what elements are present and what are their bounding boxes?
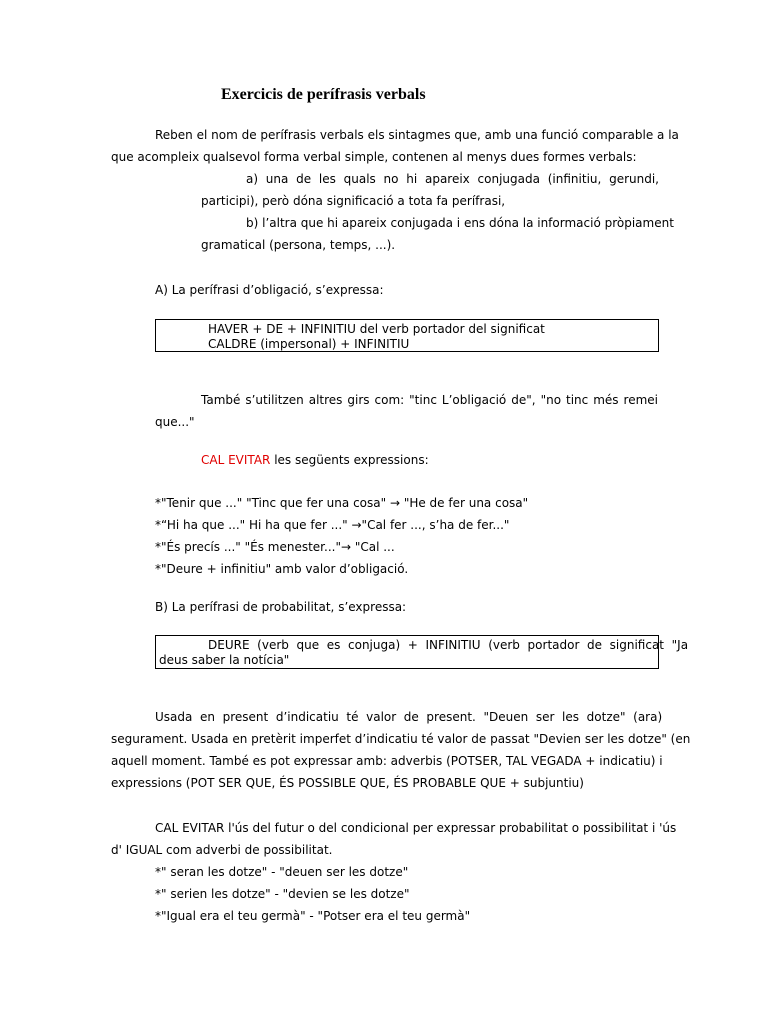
list-item: *“Hi ha que ..." Hi ha que fer ..." →"Cal fer ..., s’ha de fer..." xyxy=(155,518,510,532)
section-a-heading: A) La perífrasi d’obligació, s’expressa: xyxy=(155,283,384,297)
section-a-box-line-1: HAVER + DE + INFINITIU del verb portador del significat xyxy=(208,322,545,336)
list-item: *"Deure + infinitiu" amb valor d’obligació. xyxy=(155,562,409,576)
cal-evitar-b-line-1: CAL EVITAR l'ús del futur o del condicional per expressar probabilitat o possibilitat i 'ús xyxy=(155,821,677,835)
section-b-box-line-1: DEURE (verb que es conjuga) + INFINITIU (verb portador de significat "Ja xyxy=(208,638,689,652)
section-b-box xyxy=(155,635,689,669)
section-a-box xyxy=(155,319,659,352)
cal-evitar-rest: les següents expressions: xyxy=(270,453,429,467)
list-item: *"És precís ..." "És menester..."→ "Cal ... xyxy=(155,540,395,554)
section-a-box-line-2: CALDRE (impersonal) + INFINITIU xyxy=(208,337,410,351)
cal-evitar-line xyxy=(201,449,429,471)
list-item: *"Tenir que ..." "Tinc que fer una cosa" → "He de fer una cosa" xyxy=(155,496,529,510)
tambe-line-1: També s’utilitzen altres girs com: "tinc L’obligació de", "no tinc més remei xyxy=(201,393,658,407)
page-title: Exercicis de perífrasis verbals xyxy=(221,86,426,103)
list-item: *" serien les dotze" - "devien se les dotze" xyxy=(155,887,410,901)
intro-b-line-1: b) l’altra que hi apareix conjugada i ens dóna la informació pròpiament xyxy=(246,216,674,230)
usada-line-2: segurament. Usada en pretèrit imperfet d’indicatiu té valor de passat "Devien ser les dotze" (en xyxy=(111,732,691,746)
intro-a-line-1: a) una de les quals no hi apareix conjugada (infinitiu, gerundi, xyxy=(246,172,659,186)
cal-evitar-label: CAL EVITAR xyxy=(201,453,271,467)
intro-a-line-2: participi), però dóna significació a tota fa perífrasi, xyxy=(201,194,506,208)
cal-evitar-b-line-2: d' IGUAL com adverbi de possibilitat. xyxy=(111,843,333,857)
intro-b-line-2: gramatical (persona, temps, ...). xyxy=(201,238,396,252)
section-b-heading: B) La perífrasi de probabilitat, s’expressa: xyxy=(155,600,407,614)
usada-line-3: aquell moment. També es pot expressar amb: adverbis (POTSER, TAL VEGADA + indicatiu) i xyxy=(111,754,663,768)
tambe-line-2: que..." xyxy=(155,415,195,429)
intro-line-2: que acompleix qualsevol forma verbal simple, contenen al menys dues formes verbals: xyxy=(111,150,637,164)
intro-line-1: Reben el nom de perífrasis verbals els sintagmes que, amb una funció comparable a la xyxy=(155,128,679,142)
section-b-box-line-2: deus saber la notícia" xyxy=(159,653,290,667)
usada-line-1: Usada en present d’indicatiu té valor de present. "Deuen ser les dotze" (ara) xyxy=(155,710,663,724)
usada-line-4: expressions (POT SER QUE, ÉS POSSIBLE QUE, ÉS PROBABLE QUE + subjuntiu) xyxy=(111,776,584,790)
list-item: *"Igual era el teu germà" - "Potser era el teu germà" xyxy=(155,909,471,923)
list-item: *" seran les dotze" - "deuen ser les dotze" xyxy=(155,865,409,879)
